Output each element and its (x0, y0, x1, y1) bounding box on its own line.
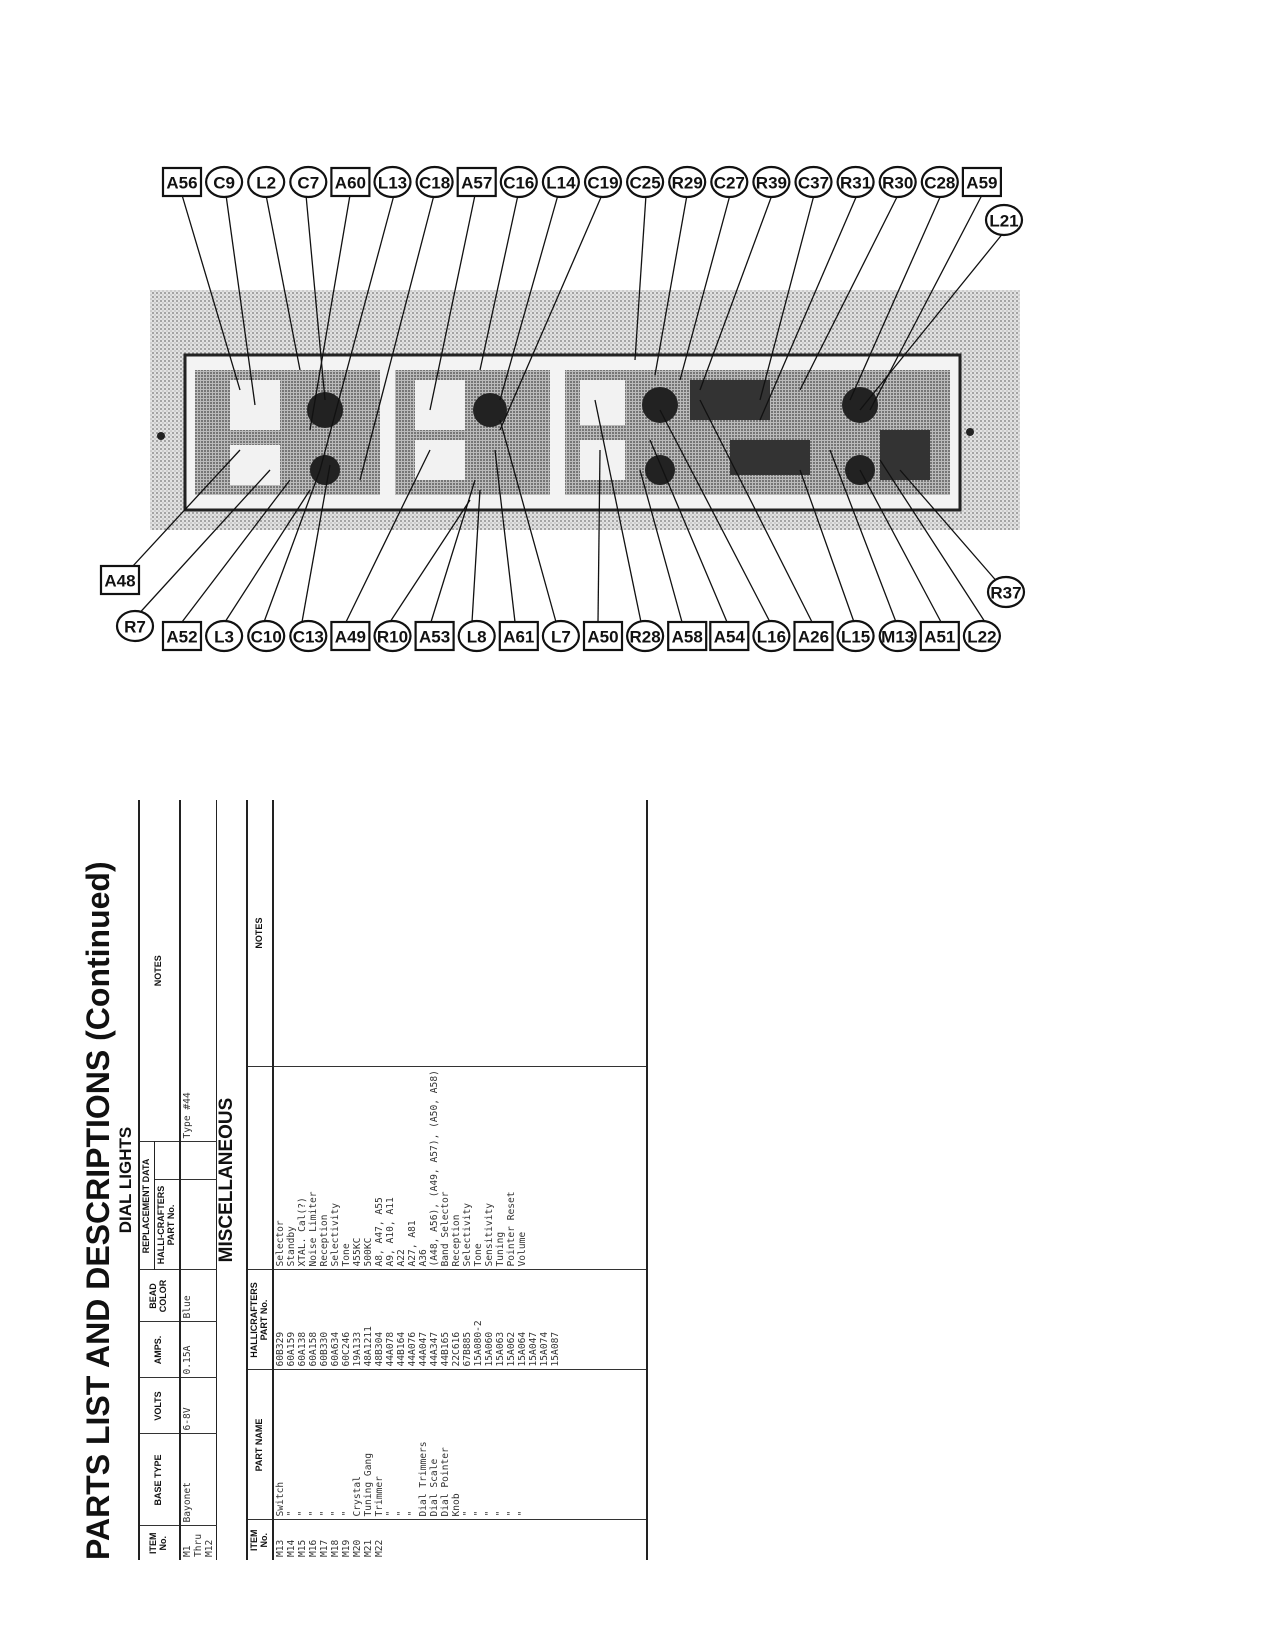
list-item: 44B164 (395, 1331, 407, 1367)
chassis-photo-diagram (0, 0, 1275, 700)
svg-text:A51: A51 (924, 627, 956, 647)
callout-l7 (543, 621, 579, 651)
list-item: 60A634 (329, 1331, 341, 1367)
list-item: Selectivity (329, 1202, 341, 1267)
col-hallicrafters-part: HALLICRAFTERS PART No. (247, 1270, 273, 1370)
col-base-type: BASE TYPE (139, 1434, 180, 1526)
list-item: M21 (362, 1539, 374, 1557)
svg-text:L16: L16 (756, 627, 787, 647)
callout-l3 (206, 621, 242, 651)
misc-name-list (273, 1370, 647, 1520)
col-amps: AMPS. (139, 1322, 180, 1378)
list-item: " (406, 1510, 418, 1517)
list-item: Sensitivity (483, 1202, 495, 1267)
callout-c18 (417, 167, 453, 197)
callout-r28 (627, 621, 663, 651)
col-blank (247, 1067, 273, 1270)
dial-lights-table (138, 800, 217, 1560)
list-item: A22 (395, 1249, 407, 1267)
list-item: " (318, 1510, 330, 1517)
list-item: 44A076 (406, 1331, 418, 1367)
svg-text:C13: C13 (292, 627, 324, 647)
callout-l8 (459, 621, 495, 651)
misc-notes-blank (273, 800, 647, 1067)
svg-text:L3: L3 (214, 627, 235, 647)
list-item: " (395, 1510, 407, 1517)
list-item: Tuning Gang (362, 1452, 374, 1517)
list-item: " (340, 1510, 352, 1517)
list-item: Dial Pointer (439, 1447, 451, 1517)
callout-c7 (290, 167, 326, 197)
list-item: 15A063 (494, 1331, 506, 1367)
list-item: A9, A10, A11 (384, 1197, 396, 1267)
dl-base: Bayonet (180, 1434, 217, 1526)
dl-volts: 6-8V (180, 1378, 217, 1434)
svg-text:A57: A57 (461, 173, 493, 193)
miscellaneous-heading: MISCELLANEOUS (216, 1097, 237, 1263)
col-notes: NOTES (139, 800, 180, 1142)
col-replacement-data: REPLACEMENT DATA (139, 1142, 154, 1270)
list-item: " (285, 1510, 297, 1517)
list-item: M14 (285, 1539, 297, 1557)
miscellaneous-table (246, 800, 648, 1560)
callout-a59 (963, 168, 1001, 196)
table-row (180, 800, 217, 1560)
list-item: 44A047 (417, 1331, 429, 1367)
dial-lights-heading: DIAL LIGHTS (116, 1126, 135, 1234)
dl-notes: Type #44 (180, 800, 217, 1142)
list-item: " (296, 1510, 308, 1517)
col-volts: VOLTS (139, 1378, 180, 1434)
callout-a57 (458, 168, 496, 196)
list-item: Reception (318, 1214, 330, 1267)
col-hallicrafters-part: HALLI-CRAFTERS PART No. (154, 1180, 179, 1270)
callout-r7 (117, 611, 153, 641)
list-item: " (483, 1510, 495, 1517)
list-item: 15A062 (505, 1331, 517, 1367)
svg-text:R29: R29 (671, 173, 703, 193)
list-item: " (494, 1510, 506, 1517)
list-item: (A48, A56), (A49, A57), (A50, A58) (428, 1070, 440, 1267)
list-item: Selectivity (461, 1202, 473, 1267)
callout-c37 (796, 167, 832, 197)
col-item: ITEM No. (247, 1520, 273, 1560)
list-item: Switch (274, 1481, 286, 1517)
list-item: 60A159 (285, 1331, 297, 1367)
list-item: 60A158 (307, 1331, 319, 1367)
list-item: 60B330 (318, 1331, 330, 1367)
list-item: " (307, 1510, 319, 1517)
list-item: Reception (450, 1214, 462, 1267)
callout-r37 (988, 577, 1024, 607)
callout-l21 (986, 205, 1022, 235)
callout-c10 (248, 621, 284, 651)
svg-text:L14: L14 (546, 173, 576, 193)
svg-text:R10: R10 (376, 627, 409, 647)
svg-text:A50: A50 (587, 627, 619, 647)
svg-text:A59: A59 (966, 173, 998, 193)
svg-text:C16: C16 (503, 173, 535, 193)
list-item: M20 (351, 1539, 363, 1557)
list-item: 67B885 (461, 1331, 473, 1367)
list-item: Knob (450, 1493, 462, 1517)
svg-text:A58: A58 (671, 627, 703, 647)
callout-l15 (838, 621, 874, 651)
callout-a49 (331, 622, 369, 650)
callout-c9 (206, 167, 242, 197)
list-item: Standby (285, 1226, 297, 1267)
svg-text:R37: R37 (990, 583, 1022, 603)
list-item: 19A133 (351, 1331, 363, 1367)
list-item: 455KC (351, 1237, 363, 1267)
list-item: Pointer Reset (505, 1191, 517, 1267)
dl-blank (180, 1142, 217, 1180)
list-item: Tuning (494, 1231, 506, 1267)
callout-c28 (922, 167, 958, 197)
list-item: 60B329 (274, 1331, 286, 1367)
svg-text:R39: R39 (755, 173, 787, 193)
svg-text:C27: C27 (713, 173, 745, 193)
svg-text:A61: A61 (503, 627, 535, 647)
list-item: XTAL. Cal(?) (296, 1197, 308, 1267)
callout-r10 (375, 621, 411, 651)
list-item: A36 (417, 1249, 429, 1267)
callout-r30 (880, 167, 916, 197)
callout-l22 (964, 621, 1000, 651)
list-item: A27, A81 (406, 1220, 418, 1267)
callout-l14 (543, 167, 579, 197)
svg-text:M13: M13 (881, 627, 915, 647)
list-item: 15A060 (483, 1331, 495, 1367)
callout-c13 (290, 621, 326, 651)
svg-text:A54: A54 (713, 627, 745, 647)
svg-text:C10: C10 (250, 627, 282, 647)
list-item: Tone (340, 1243, 352, 1267)
list-item: 15A047 (527, 1331, 539, 1367)
list-item: " (472, 1510, 484, 1517)
callout-a50 (584, 622, 622, 650)
callout-a58 (668, 622, 706, 650)
page-title: PARTS LIST AND DESCRIPTIONS (Continued) (80, 861, 116, 1560)
callout-a26 (795, 622, 833, 650)
list-item: 15A087 (549, 1331, 561, 1367)
chassis-photo (150, 290, 1020, 530)
dl-bead: Blue (180, 1270, 217, 1322)
list-item: 60C246 (340, 1331, 352, 1367)
list-item: 15A080-2 (472, 1320, 484, 1367)
svg-text:L21: L21 (989, 211, 1019, 231)
col-item: ITEM No. (139, 1526, 180, 1560)
list-item: A8, A47, A55 (373, 1197, 385, 1267)
callout-c16 (501, 167, 537, 197)
col-blank (154, 1142, 179, 1180)
callout-a54 (710, 622, 748, 650)
list-item: " (384, 1510, 396, 1517)
list-item: Tone (472, 1243, 484, 1267)
list-item: 48A1211 (362, 1326, 374, 1367)
list-item: M22 (373, 1539, 385, 1557)
dl-items: M1 Thru M12 (181, 1533, 215, 1557)
svg-text:L15: L15 (840, 627, 871, 647)
list-item: Noise Limiter (307, 1191, 319, 1267)
col-part-name: PART NAME (247, 1370, 273, 1520)
callout-l13 (375, 167, 411, 197)
list-item: 15A064 (516, 1331, 528, 1367)
callout-l16 (753, 621, 789, 651)
dl-hall-part (180, 1180, 217, 1270)
callout-c25 (627, 167, 663, 197)
callout-m13 (880, 621, 916, 651)
svg-text:A56: A56 (166, 173, 198, 193)
svg-text:L7: L7 (550, 627, 571, 647)
callout-a48 (101, 566, 139, 594)
callout-r31 (838, 167, 874, 197)
svg-text:A49: A49 (334, 627, 366, 647)
list-item: Crystal (351, 1476, 363, 1517)
list-item: Dial Scale (428, 1458, 440, 1517)
list-item: " (516, 1510, 528, 1517)
list-item: 44A347 (428, 1331, 440, 1367)
callout-a60 (331, 168, 369, 196)
callout-c19 (585, 167, 621, 197)
list-item: 15A074 (538, 1331, 550, 1367)
svg-text:A48: A48 (104, 571, 136, 591)
svg-text:A60: A60 (334, 173, 366, 193)
callout-c27 (711, 167, 747, 197)
svg-text:C9: C9 (213, 173, 235, 193)
list-item: Volume (516, 1231, 528, 1267)
list-item: 60A138 (296, 1331, 308, 1367)
svg-text:C19: C19 (587, 173, 619, 193)
callout-a61 (500, 622, 538, 650)
callout-a52 (163, 622, 201, 650)
list-item: Selector (274, 1220, 286, 1267)
svg-text:R31: R31 (840, 173, 872, 193)
list-item: Band Selector (439, 1191, 451, 1267)
list-item: M18 (329, 1539, 341, 1557)
callout-r29 (669, 167, 705, 197)
list-item: 22C616 (450, 1331, 462, 1367)
svg-text:A26: A26 (797, 627, 830, 647)
svg-text:R7: R7 (124, 617, 146, 637)
list-item: 44A078 (384, 1331, 396, 1367)
list-item: M19 (340, 1539, 352, 1557)
svg-text:A53: A53 (419, 627, 451, 647)
callout-r39 (753, 167, 789, 197)
callout-a51 (921, 622, 959, 650)
table-row (273, 800, 647, 1560)
svg-text:C28: C28 (924, 173, 956, 193)
list-item: Trimmer (373, 1476, 385, 1517)
svg-text:L22: L22 (967, 627, 997, 647)
col-bead-color: BEAD COLOR (139, 1270, 180, 1322)
callout-a56 (163, 168, 201, 196)
list-item: M16 (307, 1539, 319, 1557)
svg-text:L13: L13 (377, 173, 408, 193)
svg-text:C18: C18 (419, 173, 451, 193)
dl-amps: 0.15A (180, 1322, 217, 1378)
list-item: " (329, 1510, 341, 1517)
svg-text:A52: A52 (166, 627, 198, 647)
misc-item-list (273, 1520, 647, 1560)
parts-list-section (80, 800, 640, 1560)
svg-text:C7: C7 (297, 173, 320, 193)
list-item: " (505, 1510, 517, 1517)
list-item: M17 (318, 1539, 330, 1557)
list-item: " (461, 1510, 473, 1517)
col-notes: NOTES (247, 800, 273, 1067)
callout-a53 (416, 622, 454, 650)
svg-text:C25: C25 (629, 173, 661, 193)
list-item: 44B165 (439, 1331, 451, 1367)
callout-l2 (248, 167, 284, 197)
svg-text:R28: R28 (629, 627, 661, 647)
svg-text:L8: L8 (466, 627, 487, 647)
list-item: 500KC (362, 1237, 374, 1267)
svg-text:C37: C37 (797, 173, 830, 193)
list-item: 48B304 (373, 1331, 385, 1367)
svg-text:R30: R30 (882, 173, 914, 193)
misc-part-list (273, 1270, 647, 1370)
list-item: M15 (296, 1539, 308, 1557)
list-item: M13 (274, 1539, 286, 1557)
svg-text:L2: L2 (256, 173, 277, 193)
misc-notes-list (273, 1067, 647, 1270)
list-item: Dial Trimmers (417, 1441, 429, 1517)
